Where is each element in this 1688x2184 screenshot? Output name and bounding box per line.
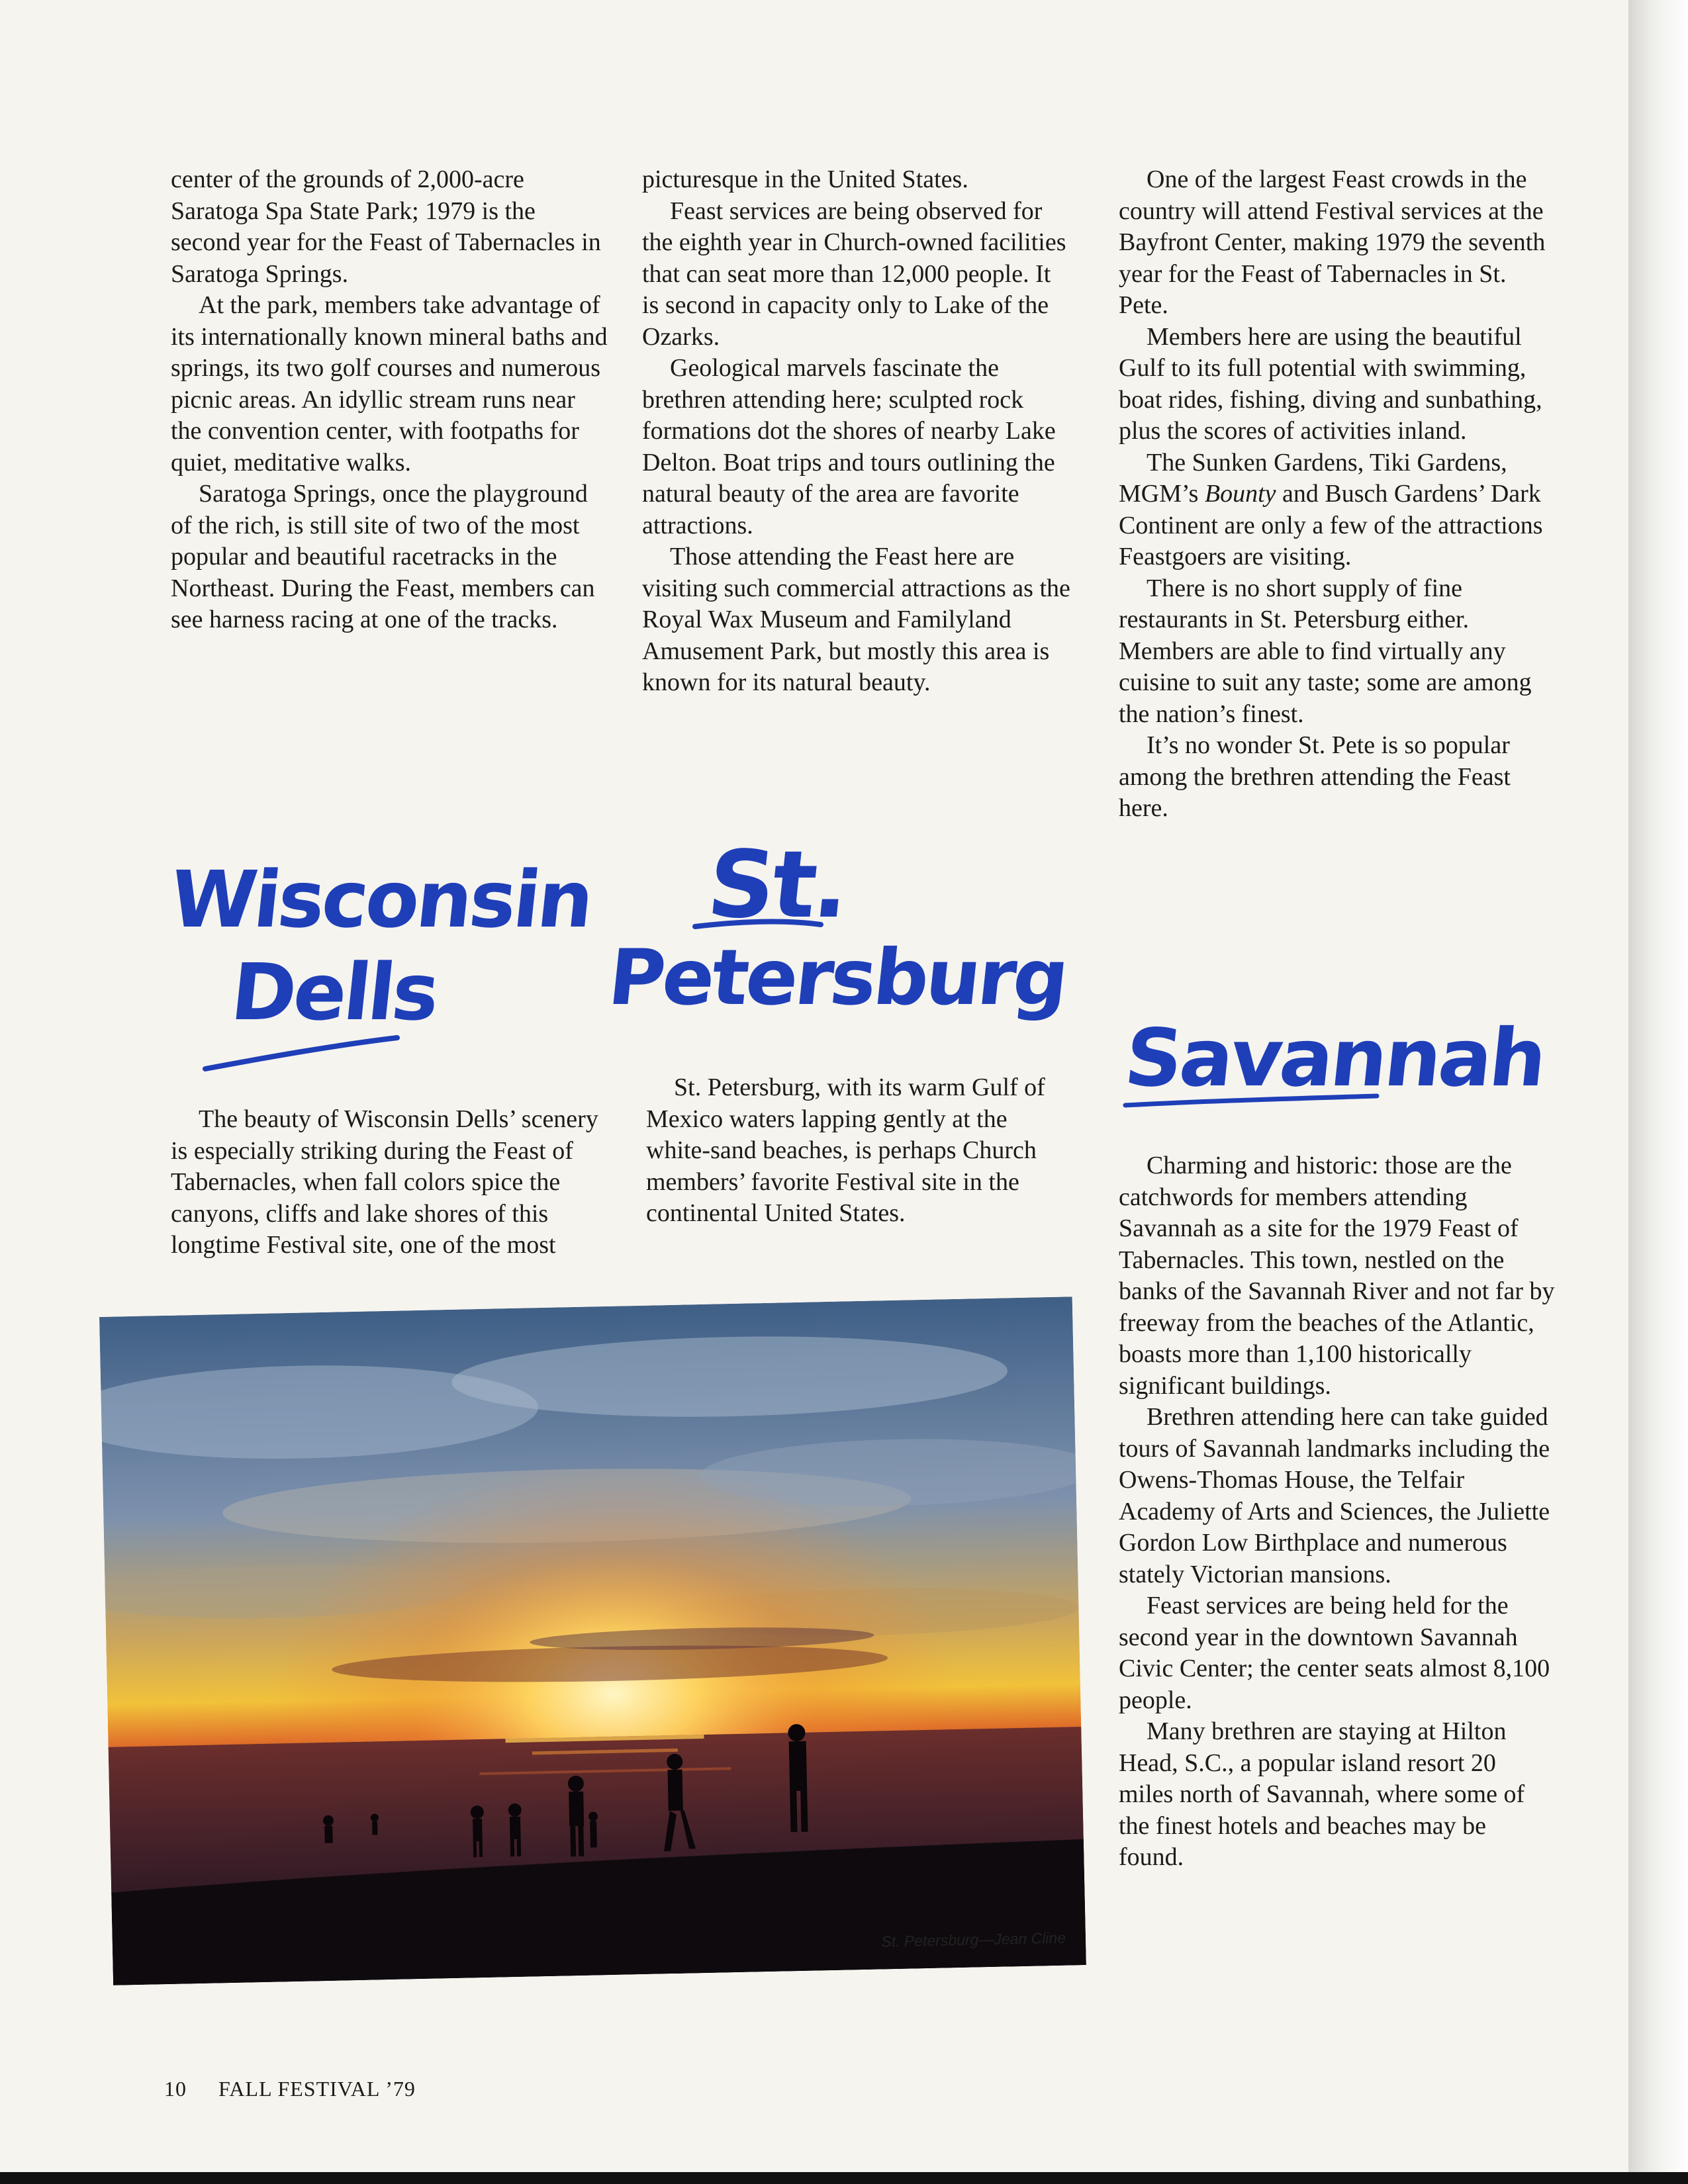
scan-bottom-edge (0, 2172, 1688, 2184)
paragraph: Many brethren are staying at Hilton Head, S.C., a popular island resort 20 miles north of Savannah, where some of the finest hotels and beaches may be found. (1119, 1717, 1525, 1871)
wisconsin-intro-text (171, 1104, 608, 1261)
column-3-stpete-continued-text (1119, 164, 1556, 825)
heading-underline-stroke (1119, 1079, 1383, 1118)
column-2-wisconsin-continued-text (642, 164, 1072, 699)
savannah-text (1119, 1150, 1556, 1874)
paragraph (1119, 447, 1556, 573)
page-gutter (1628, 0, 1688, 2184)
heading-underline-stroke (688, 910, 834, 936)
paragraph: One of the largest Feast crowds in the country will attend Festival services at the Bayfront Center, making 1979 the seventh year for the Feast of Tabernacles in St. Pete. (1119, 165, 1546, 319)
heading-stpete-line2: Petersburg (604, 933, 1071, 1023)
heading-wisconsin-line2: Dells (226, 946, 442, 1038)
photo-credit: St. Petersburg—Jean Cline (881, 1929, 1066, 1950)
paragraph: St. Petersburg, with its warm Gulf of Mexico waters lapping gently at the white-sand beaches, is perhaps Church members’ favorite Festival site in the continental United States. (646, 1073, 1045, 1227)
paragraph: The beauty of Wisconsin Dells’ scenery is especially striking during the Feast of Tabernacles, when fall colors spice the canyons, cliffs and lake shores of this longtime Festival site, one of the most (171, 1105, 598, 1259)
paragraph-text: and Busch Gardens’ Dark Continent are only a few of the attractions Feastgoers are visiting. (1119, 480, 1543, 570)
heading-savannah: Savannah (1120, 1013, 1549, 1105)
paragraph: Those attending the Feast here are visiting such commercial attractions as the Royal Wax Museum and Familyland Amusement Park, but mostly this area is known for its natural beauty. (642, 543, 1070, 696)
page-number: 10 (164, 2077, 187, 2101)
heading-stpete-line1: St. (702, 831, 853, 939)
paragraph: It’s no wonder St. Pete is so popular among the brethren attending the Feast here. (1119, 731, 1511, 822)
paragraph: There is no short supply of fine restaurants in St. Petersburg either. Members are able to find virtually any cuisine to suit any taste; some are among the nation’s finest. (1119, 574, 1532, 728)
paragraph: Members here are using the beautiful Gulf to its full potential with swimming, boat rides, fishing, diving and sunbathing, plus the scores of activities inland. (1119, 322, 1542, 445)
paragraph: Brethren attending here can take guided tours of Savannah landmarks including the Owens-Thomas House, the Telfair Academy of Arts and Sciences, the Juliette Gordon Low Birthplace and numerous stately Victorian mansions. (1119, 1403, 1550, 1588)
paragraph: picturesque in the United States. (642, 165, 968, 193)
film-title: Bounty (1204, 480, 1276, 508)
heading-underline-stroke (199, 1032, 410, 1079)
page-folio (164, 2077, 447, 2101)
sunset-beach-illustration (99, 1297, 1086, 1985)
sunset-beach-photo (99, 1297, 1086, 1985)
paragraph-text: The Sunken Gardens, Tiki Gardens, MGM’s (1119, 448, 1507, 508)
paragraph: At the park, members take advantage of its internationally known mineral baths and springs, its two golf courses and numerous picnic areas. An idyllic stream runs near the convention center, with footpaths for quiet, meditative walks. (171, 291, 608, 477)
heading-wisconsin-line1: Wisconsin (165, 854, 596, 945)
publication-name: FALL FESTIVAL ’79 (218, 2077, 416, 2101)
column-1-saratoga-text (171, 164, 608, 636)
paragraph: Feast services are being held for the second year in the downtown Savannah Civic Center; the center seats almost 8,100 people. (1119, 1592, 1550, 1714)
paragraph: Feast services are being observed for the eighth year in Church-owned facilities that can seat more than 12,000 people. It is second in capacity only to Lake of the Ozarks. (642, 197, 1066, 351)
stpete-intro-text (646, 1072, 1076, 1230)
paragraph: Saratoga Springs, once the playground of the rich, is still site of two of the most popular and beautiful racetracks in the Northeast. During the Feast, members can see harness racing at one of the tracks. (171, 480, 595, 633)
paragraph: Charming and historic: those are the catchwords for members attending Savannah as a site for the 1979 Feast of Tabernacles. This town, nestled on the banks of the Savannah River and not far by freeway from the beaches of the Atlantic, boasts more than 1,100 historically significant buildings. (1119, 1152, 1555, 1400)
paragraph: center of the grounds of 2,000-acre Saratoga Spa State Park; 1979 is the second year for the Feast of Tabernacles in Saratoga Springs. (171, 165, 601, 288)
paragraph: Geological marvels fascinate the brethren attending here; sculpted rock formations dot the shores of nearby Lake Delton. Boat trips and tours outlining the natural beauty of the area are favorite attractions. (642, 354, 1056, 539)
